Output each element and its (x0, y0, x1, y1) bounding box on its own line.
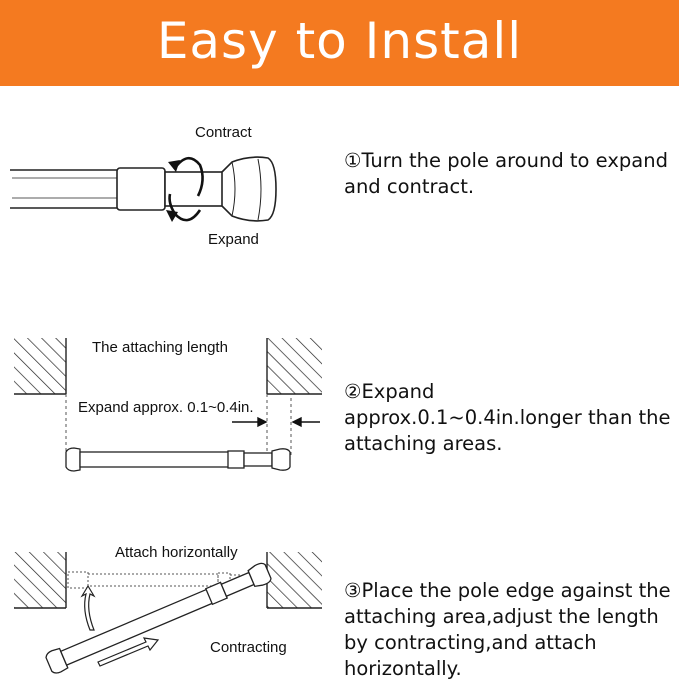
step3-description: Place the pole edge against the attaching area,adjust the length by contracting,and attach horizontally. (344, 579, 671, 680)
attach-horizontally-label: Attach horizontally (115, 544, 238, 561)
tension-rod-icon (66, 448, 290, 471)
hatched-wall-icon (267, 338, 322, 394)
page-title: Easy to Install (156, 12, 523, 70)
tilted-rod-icon (44, 561, 272, 675)
header-banner (0, 0, 679, 86)
step3-diagram (0, 535, 330, 675)
hatched-wall-icon (14, 552, 66, 608)
hatched-wall-icon (267, 552, 322, 608)
attaching-length-label: The attaching length (92, 339, 228, 356)
step3-text (344, 578, 674, 682)
expand-approx-label: Expand approx. 0.1~0.4in. (78, 399, 254, 416)
step2-diagram (0, 330, 330, 480)
telescopic-pole-illustration (10, 157, 276, 221)
contracting-label: Contracting (210, 639, 287, 656)
step1-description: Turn the pole around to expand and contract. (344, 149, 668, 198)
expand-label: Expand (208, 231, 259, 248)
step2-description: Expand approx.0.1~0.4in.longer than the attaching areas. (344, 380, 671, 455)
curved-arrow-icon (82, 586, 94, 630)
step1-number: ① (344, 149, 362, 172)
contract-label: Contract (195, 124, 252, 141)
hatched-wall-icon (14, 338, 66, 394)
step2-number: ② (344, 380, 362, 403)
arrow-icon (232, 418, 320, 426)
step1-diagram (0, 110, 330, 260)
step3-number: ③ (344, 579, 362, 602)
step2-text (344, 379, 674, 457)
step1-text (344, 148, 674, 200)
